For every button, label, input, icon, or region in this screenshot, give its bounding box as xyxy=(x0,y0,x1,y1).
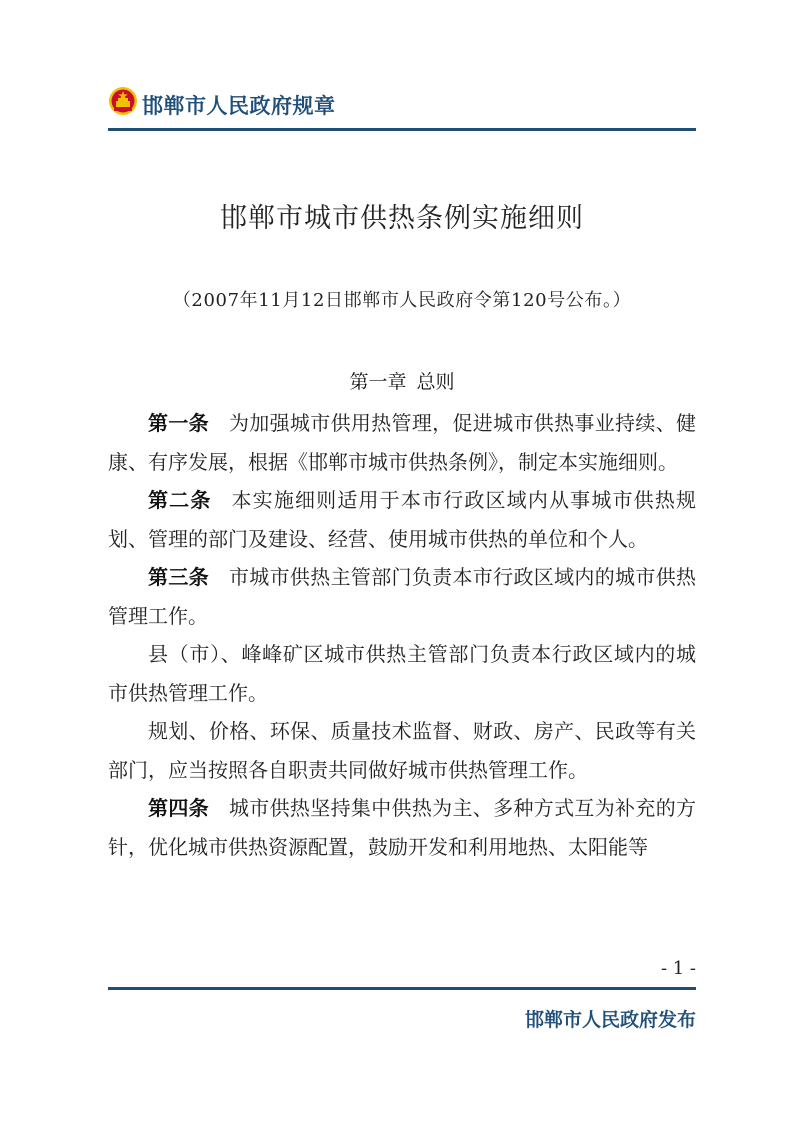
publication-note: （2007年11月12日邯郸市人民政府令第120号公布。） xyxy=(172,290,632,311)
paragraph xyxy=(108,481,696,558)
article-number: 第一条 xyxy=(148,411,209,435)
paragraph-text: 为加强城市供用热管理，促进城市供热事业持续、健康、有序发展，根据《邯郸市城市供热条例》，制定本实施细则。 xyxy=(108,411,697,474)
page-header xyxy=(108,84,696,130)
header-title: 邯郸市人民政府规章 xyxy=(142,93,336,118)
article-number: 第四条 xyxy=(148,796,209,820)
page-number: - 1 - xyxy=(660,958,696,979)
article-number: 第三条 xyxy=(148,565,209,589)
paragraph-text: 县（市）、峰峰矿区城市供热主管部门负责本行政区域内的城市供热管理工作。 xyxy=(108,642,696,705)
paragraph xyxy=(108,635,696,712)
chapter-heading xyxy=(108,367,696,394)
paragraph xyxy=(108,712,696,789)
paragraph xyxy=(108,789,696,866)
document-body xyxy=(108,404,696,866)
footer-publisher: 邯郸市人民政府发布 xyxy=(524,1009,696,1031)
footer-rule xyxy=(108,987,696,990)
paragraph xyxy=(108,558,696,635)
paragraph xyxy=(108,404,696,481)
paragraph-text: 城市供热坚持集中供热为主、多种方式互为补充的方针，优化城市供热资源配置，鼓励开发和利用地热、太阳能等 xyxy=(108,796,697,859)
chapter-name: 总则 xyxy=(416,371,455,393)
paragraph-text: 本实施细则适用于本市行政区域内从事城市供热规划、管理的部门及建设、经营、使用城市供热的单位和个人。 xyxy=(108,488,696,551)
national-emblem-icon xyxy=(108,86,138,116)
article-number: 第二条 xyxy=(148,488,212,512)
paragraph-text: 市城市供热主管部门负责本市行政区域内的城市供热管理工作。 xyxy=(108,565,697,628)
paragraph-text: 规划、价格、环保、质量技术监督、财政、房产、民政等有关部门，应当按照各自职责共同做好城市供热管理工作。 xyxy=(108,719,696,782)
document-title: 邯郸市城市供热条例实施细则 xyxy=(220,203,584,234)
chapter-number: 第一章 xyxy=(349,371,407,393)
header-rule xyxy=(108,128,696,131)
